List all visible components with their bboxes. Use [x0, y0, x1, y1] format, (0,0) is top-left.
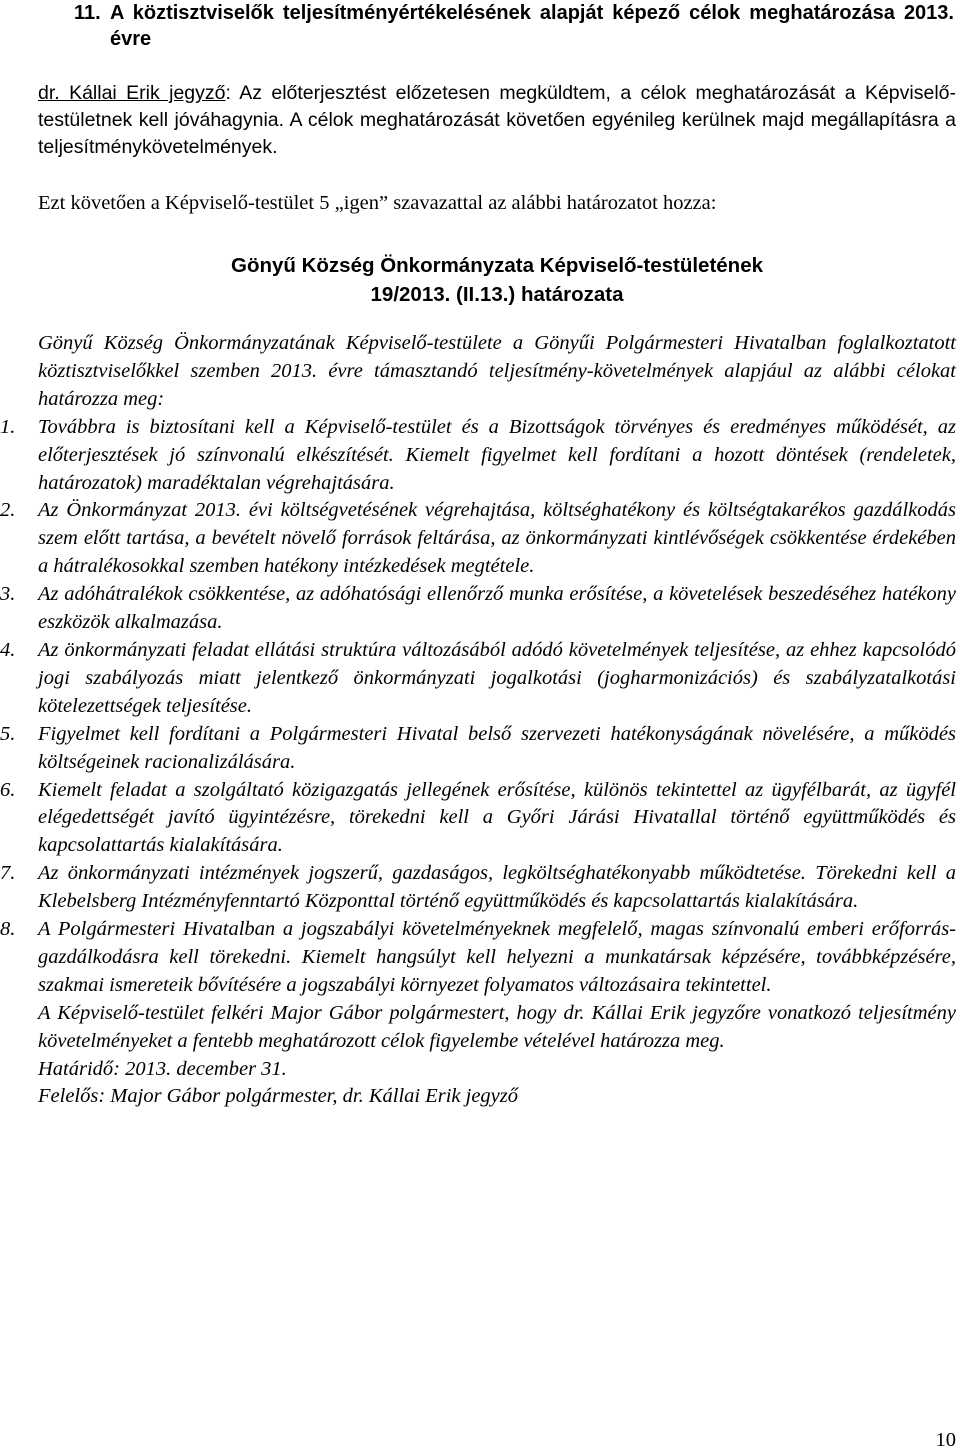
goal-item-8 — [0, 916, 956, 1000]
resolution-closing — [38, 1000, 956, 1112]
agenda-item-title: A köztisztviselők teljesítményértékelésének alapját képező célok meghatározása 2013. évre — [110, 2, 954, 50]
intro-paragraph — [38, 80, 956, 161]
resolution-body — [0, 330, 956, 1111]
goal-text: Az Önkormányzat 2013. évi költségvetésének végrehajtása, költséghatékony és költségtakarékos gazdálkodás szem előtt tartása, a bevételt növelő források feltárása, az önkormányzati kintlévőségek csökkentése érdekében a hátralékosokkal szemben hatékony intézkedések megtétele. — [38, 499, 956, 578]
goal-number: 6. — [0, 778, 16, 801]
resolution-preamble: Gönyű Község Önkormányzatának Képviselő-testülete a Gönyűi Polgármesteri Hivatalban foglalkoztatott köztisztviselőkkel szemben 2013. évre támasztandó teljesítmény-követelmények alapjául az alábbi célokat határozza meg: — [38, 332, 956, 410]
goal-number: 5. — [0, 722, 16, 745]
resolution-title-line1: Gönyű Község Önkormányzata Képviselő-testületének — [231, 254, 763, 277]
speaker-name: dr. Kállai Erik jegyző — [38, 82, 226, 104]
resolution-title — [38, 251, 956, 309]
goal-number: 2. — [0, 499, 16, 522]
goal-item-6 — [0, 777, 956, 861]
goal-number: 7. — [0, 862, 16, 885]
page-number: 10 — [935, 1429, 956, 1451]
goal-item-5 — [0, 721, 956, 777]
agenda-item-heading — [74, 0, 954, 52]
goal-text: Továbbra is biztosítani kell a Képviselő-testület és a Bizottságok törvényes és eredményes működését, az előterjesztések jó színvonalú elkészítését. Kiemelt figyelmet kell fordítani a hozott döntések (rendeletek, határozatok) maradéktalan végrehajtására. — [38, 415, 956, 494]
closing-request: A Képviselő-testület felkéri Major Gábor polgármestert, hogy dr. Kállai Erik jegyzőre vonatkozó teljesítmény követelményeket a fentebb meghatározott célok figyelembe vételével határozza meg. — [38, 1001, 956, 1052]
goal-text: Az önkormányzati intézmények jogszerű, gazdaságos, legköltséghatékonyabb működtetése. Törekedni kell a Klebelsberg Intézményfenntartó Központtal történő együttműködés és kapcsolattartás kialakítására. — [38, 862, 956, 913]
goal-number: 1. — [0, 415, 16, 438]
goal-item-2 — [0, 497, 956, 581]
responsible: Felelős: Major Gábor polgármester, dr. Kállai Erik jegyző — [38, 1085, 519, 1108]
goal-text: Az adóhátralékok csökkentése, az adóhatósági ellenőrző munka erősítése, a követelések beszedéséhez hatékony eszközök alkalmazása. — [38, 583, 956, 634]
goal-number: 3. — [0, 583, 16, 606]
goal-text: A Polgármesteri Hivatalban a jogszabályi követelményeknek megfelelő, magas színvonalú emberi erőforrás-gazdálkodásra kell törekedni. Kiemelt hangsúlyt kell helyezni a munkatársak képzésére, továbbképzésére, szakmai ismereteik bővítésére a jogszabályi környezet folyamatos változásaira tekintettel. — [38, 918, 956, 996]
deadline: Határidő: 2013. december 31. — [38, 1057, 287, 1080]
goal-item-4 — [0, 637, 956, 721]
goal-text: Kiemelt feladat a szolgáltató közigazgatás jellegének erősítése, különös tekintettel az ügyfélbarát, az ügyfél elégedettségét javító ügyintézésre, törekedni kell a Győri Járási Hivatallal történő együttműködés és kapcsolattartás kialakítására. — [38, 778, 956, 857]
intro-text: : Az előterjesztést előzetesen megküldtem, a célok meghatározását a Képviselő-testületnek kell jóváhagynia. A célok meghatározását követően egyénileg kerülnek majd megállapításra a teljesítménykövetelmények. — [38, 82, 956, 158]
goal-item-7 — [0, 860, 956, 916]
agenda-item-number: 11. — [74, 2, 101, 24]
goal-number: 8. — [0, 918, 16, 941]
vote-statement: Ezt követően a Képviselő-testület 5 „igen” szavazattal az alábbi határozatot hozza: — [38, 192, 717, 214]
goal-text: Figyelmet kell fordítani a Polgármesteri Hivatal belső szervezeti hatékonyságának növelésére, a működés költségeinek racionalizálására. — [38, 722, 956, 773]
goal-number: 4. — [0, 638, 16, 661]
goal-text: Az önkormányzati feladat ellátási struktúra változásából adódó követelmények teljesítése, az ehhez kapcsolódó jogi szabályozás miatt jelentkező önkormányzati jogalkotási (jogharmonizációs) és szabályzatalkotási kötelezettségek teljesítése. — [38, 638, 956, 717]
goal-item-3 — [0, 581, 956, 637]
resolution-title-line2: 19/2013. (II.13.) határozata — [370, 283, 624, 306]
goal-item-1 — [0, 414, 956, 498]
